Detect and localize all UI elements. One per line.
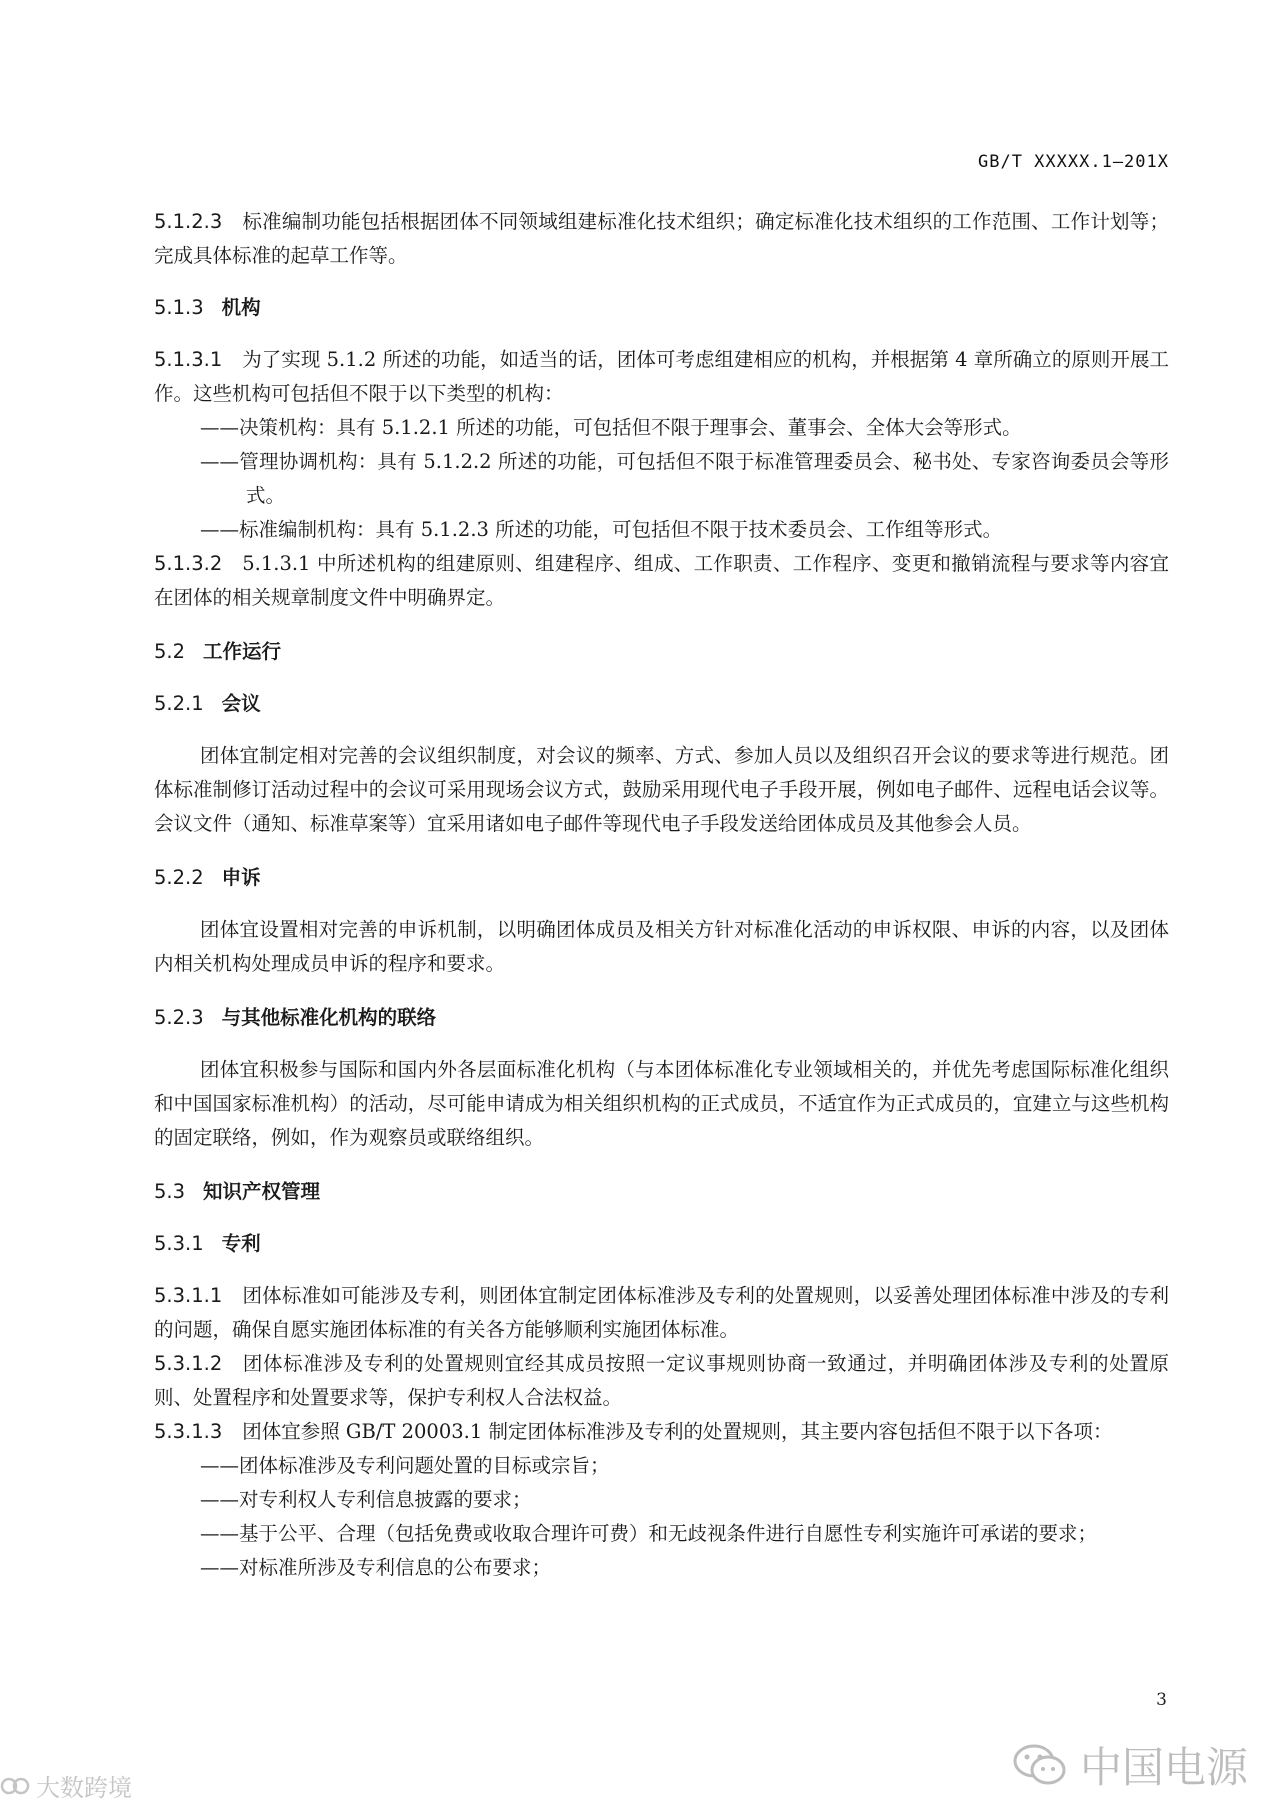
brand-logo-icon <box>0 1773 30 1799</box>
heading-5-3-1 <box>154 1227 1169 1261</box>
clause-number: 5.3.1.1 <box>154 1284 223 1307</box>
clause-text: 团体标准如可能涉及专利，则团体宜制定团体标准涉及专利的处置规则，以妥善处理团体标准中涉及的专利的问题，确保自愿实施团体标准的有关各方能够顺利实施团体标准。 <box>154 1284 1169 1341</box>
dash-item: ——标准编制机构：具有 5.1.2.3 所述的功能，可包括但不限于技术委员会、工作组等形式。 <box>200 518 1003 541</box>
page-number: 3 <box>1156 1690 1167 1710</box>
watermark-right-text: 中国电源 <box>1079 1743 1248 1792</box>
heading-number: 5.2 <box>154 640 186 663</box>
heading-5-2 <box>154 635 1169 669</box>
paragraph: 团体宜积极参与国际和国内外各层面标准化机构（与本团体标准化专业领域相关的，并优先考虑国际标准化组织和中国国家标准机构）的活动，尽可能申请成为相关组织机构的正式成员，不适宜作为正式成员的，宜建立与这些机构的固定联络，例如，作为观察员或联络组织。 <box>154 1058 1169 1149</box>
heading-title: 专利 <box>221 1232 261 1255</box>
heading-title: 工作运行 <box>203 640 282 663</box>
clause-text: 团体标准涉及专利的处置规则宜经其成员按照一定议事规则协商一致通过，并明确团体涉及专利的处置原则、处置程序和处置要求等，保护专利权人合法权益。 <box>154 1352 1169 1409</box>
clause-5-1-3-2 <box>154 547 1169 615</box>
clause-number: 5.3.1.2 <box>154 1352 223 1375</box>
heading-title: 机构 <box>221 296 261 319</box>
heading-number: 5.3.1 <box>154 1232 204 1255</box>
clause-text: 标准编制功能包括根据团体不同领域组建标准化技术组织；确定标准化技术组织的工作范围、工作计划等；完成具体标准的起草工作等。 <box>154 210 1169 267</box>
dash-item: ——对标准所涉及专利信息的公布要求； <box>200 1556 552 1579</box>
clause-5-1-3-1 <box>154 343 1169 411</box>
heading-number: 5.2.3 <box>154 1006 204 1029</box>
watermark-left-text: 大数跨境 <box>36 1774 132 1802</box>
clause-number: 5.1.2.3 <box>154 210 223 233</box>
dash-item: ——对专利权人专利信息披露的要求； <box>200 1488 532 1511</box>
clause-number: 5.3.1.3 <box>154 1420 223 1443</box>
heading-number: 5.2.1 <box>154 692 204 715</box>
dash-item: ——团体标准涉及专利问题处置的目标或宗旨； <box>200 1454 610 1477</box>
document-body <box>154 205 1169 1585</box>
heading-5-2-1 <box>154 687 1169 721</box>
heading-number: 5.3 <box>154 1180 186 1203</box>
paragraph: 团体宜设置相对完善的申诉机制，以明确团体成员及相关方针对标准化活动的申诉权限、申诉的内容，以及团体内相关机构处理成员申诉的程序和要求。 <box>154 918 1169 975</box>
clause-text: 5.1.3.1 中所述机构的组建原则、组建程序、组成、工作职责、工作程序、变更和撤销流程与要求等内容宜在团体的相关规章制度文件中明确界定。 <box>154 552 1169 609</box>
paragraph: 团体宜制定相对完善的会议组织制度，对会议的频率、方式、参加人员以及组织召开会议的要求等进行规范。团体标准制修订活动过程中的会议可采用现场会议方式，鼓励采用现代电子手段开展，例如电子邮件、远程电话会议等。会议文件（通知、标准草案等）宜采用诸如电子邮件等现代电子手段发送给团体成员及其他参会人员。 <box>154 744 1169 835</box>
dash-item: ——决策机构：具有 5.1.2.1 所述的功能，可包括但不限于理事会、董事会、全体大会等形式。 <box>200 416 1022 439</box>
heading-title: 与其他标准化机构的联络 <box>221 1006 437 1029</box>
heading-title: 知识产权管理 <box>203 1180 321 1203</box>
heading-5-3 <box>154 1175 1169 1209</box>
heading-title: 会议 <box>221 692 261 715</box>
heading-5-1-3 <box>154 291 1169 325</box>
clause-5-3-1-3 <box>154 1415 1169 1449</box>
clause-5-3-1-1 <box>154 1279 1169 1347</box>
clause-5-1-2-3 <box>154 205 1169 273</box>
heading-5-2-2 <box>154 861 1169 895</box>
watermark-left <box>0 1768 132 1803</box>
clause-text: 团体宜参照 GB/T 20003.1 制定团体标准涉及专利的处置规则，其主要内容包括但不限于以下各项： <box>242 1420 1113 1443</box>
clause-5-3-1-2 <box>154 1347 1169 1415</box>
document-id: GB/T XXXXX.1—201X <box>978 152 1169 172</box>
heading-number: 5.1.3 <box>154 296 204 319</box>
dash-item: ——基于公平、合理（包括免费或收取合理许可费）和无歧视条件进行自愿性专利实施许可承诺的要求； <box>200 1522 1098 1545</box>
heading-title: 申诉 <box>221 866 261 889</box>
clause-number: 5.1.3.2 <box>154 552 223 575</box>
heading-number: 5.2.2 <box>154 866 204 889</box>
watermark-right <box>1012 1735 1248 1795</box>
heading-5-2-3 <box>154 1001 1169 1035</box>
wechat-icon <box>1012 1742 1068 1788</box>
dash-item: ——管理协调机构：具有 5.1.2.2 所述的功能，可包括但不限于标准管理委员会、秘书处、专家咨询委员会等形式。 <box>200 450 1169 507</box>
clause-text: 为了实现 5.1.2 所述的功能，如适当的话，团体可考虑组建相应的机构，并根据第 4 章所确立的原则开展工作。这些机构可包括但不限于以下类型的机构： <box>154 348 1169 405</box>
clause-number: 5.1.3.1 <box>154 348 223 371</box>
